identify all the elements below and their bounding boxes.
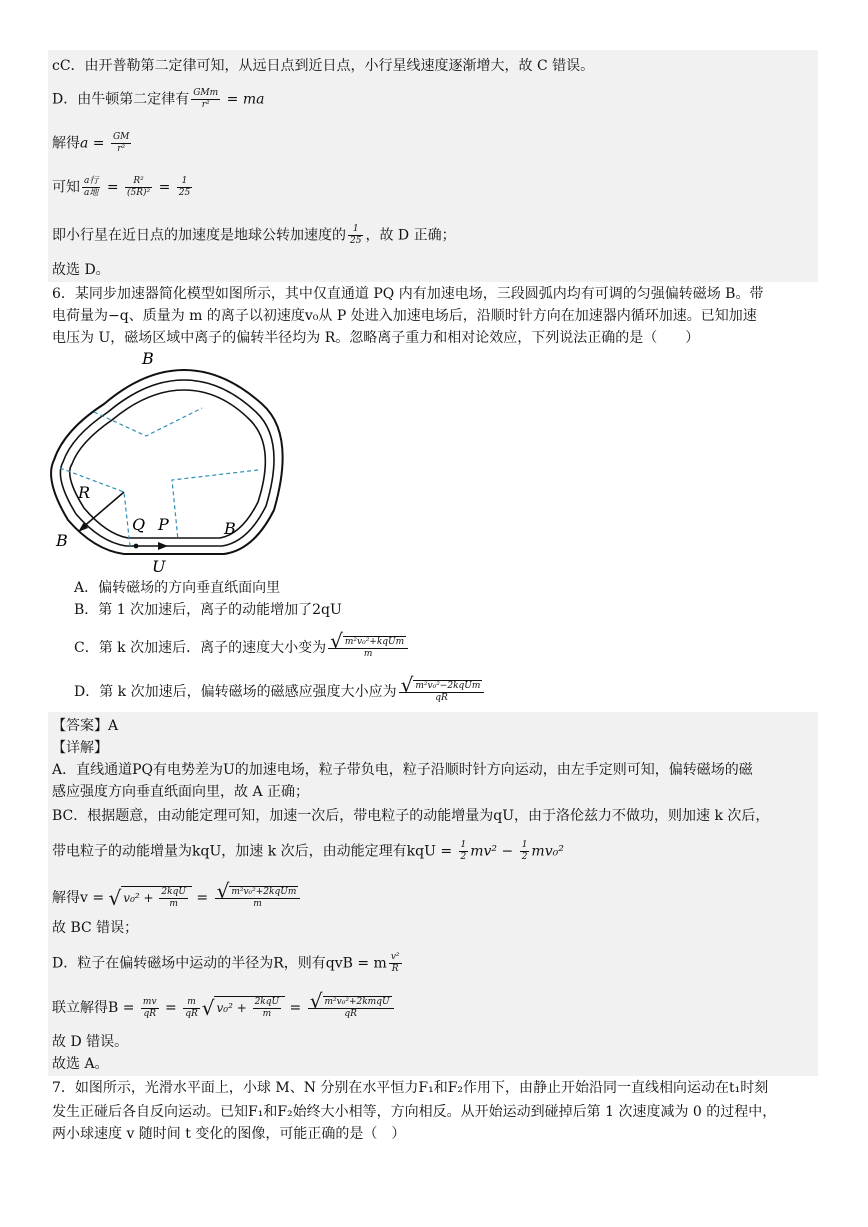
- bc-wrong: 故 BC 错误；: [52, 920, 139, 936]
- text: D．粒子在偏转磁场中运动的半径为R，则有qvB = m: [52, 955, 387, 972]
- explain-d-2: 联立解得B = $\frac{mv}{qR}$ = $\frac{m}{qR}$ √ v₀² + $\frac{\text{2kqU}}{m}$ = $\frac{\text{√ m²v₀²+2kmqU}}{qR}$: [52, 996, 396, 1020]
- text: mv₀²: [531, 843, 564, 860]
- text: 联立解得B =: [52, 1000, 139, 1016]
- label-u: U: [152, 557, 166, 576]
- radicand: m²v₀²−2kqUm: [415, 681, 481, 691]
- radicand: [121, 886, 192, 910]
- explain-bc-1: BC．根据题意，由动能定理可知，加速一次后，带电粒子的动能增量为qU，由于洛伦兹力不做功，则加速 k 次后，: [52, 808, 770, 824]
- fraction: [308, 989, 394, 1020]
- solution-d-solve: [52, 132, 133, 155]
- numerator: GM: [112, 132, 130, 142]
- denominator: r²: [201, 100, 210, 110]
- text: a =: [80, 135, 109, 152]
- text: =: [191, 890, 213, 906]
- numerator: 1: [460, 840, 467, 850]
- solution-c-line: cC．由开普勒第二定律可知，从远日点到近日点，小行星线速度逐渐增大，故 C 错误。: [52, 58, 595, 74]
- text: mv² −: [470, 843, 518, 860]
- numerator: √ m²v₀²+kqUm: [328, 636, 408, 649]
- fraction: [111, 132, 131, 155]
- numerator: mv: [142, 996, 157, 1007]
- fraction: [520, 840, 530, 863]
- point-q: [134, 544, 139, 549]
- solution-d-conclusion: [52, 224, 456, 247]
- fraction: [389, 952, 402, 975]
- fraction: [253, 997, 282, 1020]
- d-wrong: 故 D 错误。: [52, 1034, 129, 1050]
- fraction: [141, 997, 159, 1020]
- direction-arrowhead: [158, 542, 168, 550]
- option-b: B．第 1 次加速后，离子的动能增加了2qU: [74, 602, 342, 618]
- text: D．由牛顿第二定律有: [52, 91, 190, 108]
- radicand: m²v₀²+kqUm: [344, 637, 405, 647]
- q7-line-1: 7．如图所示，光滑水平面上，小球 M、N 分别在水平恒力F₁和F₂作用下，由静止开始沿同一直线相向运动在t₁时刻: [52, 1080, 769, 1096]
- numerator: R²: [125, 176, 152, 188]
- text: 可知: [52, 179, 80, 196]
- denominator: m: [262, 1009, 272, 1019]
- text: 带电粒子的动能增量为kqU，加速 k 次后，由动能定理有kqU =: [52, 843, 457, 860]
- q6-line-2: 电荷量为−q、质量为 m 的离子以初速度v₀从 P 处进入加速电场后，沿顺时针方向在加速器内循环加速。已知加速: [52, 308, 757, 324]
- solution-d-ratio: [52, 176, 194, 199]
- denominator: 25: [178, 188, 191, 198]
- explain-a-2: 感应强度方向垂直纸面向里，故 A 正确；: [52, 784, 310, 800]
- fraction: [183, 997, 200, 1020]
- text: C．第 k 次加速后．离子的速度大小变为: [74, 640, 327, 656]
- numerator: m: [183, 997, 200, 1009]
- denominator: (5R)²: [127, 188, 151, 198]
- label-b-right: B: [224, 519, 236, 538]
- numerator: GMm: [193, 88, 219, 98]
- numerator: √ m²v₀²+2kqUm: [215, 886, 301, 899]
- text: 即小行星在近日点的加速度是地球公转加速度的: [52, 227, 346, 244]
- text: v₀² +: [216, 1001, 251, 1015]
- denominator: qR: [344, 1009, 357, 1019]
- select-a: 故选 A。: [52, 1056, 109, 1072]
- option-a: A．偏转磁场的方向垂直纸面向里: [74, 580, 281, 596]
- explain-d-1: [52, 952, 404, 975]
- denominator: qR: [435, 693, 448, 703]
- text: =: [102, 179, 124, 196]
- fraction: [459, 840, 469, 863]
- text: =: [154, 179, 175, 196]
- radicand: m²v₀²+2kmqU: [324, 997, 390, 1007]
- label-p: P: [158, 515, 169, 534]
- label-b-top: B: [142, 350, 154, 368]
- fraction: [159, 887, 188, 910]
- numerator: v²: [390, 952, 400, 962]
- fraction: [215, 879, 301, 910]
- denominator: qR: [185, 1008, 198, 1019]
- solution-d-newton: [52, 88, 264, 111]
- label-r: R: [78, 483, 91, 502]
- numerator: 1: [521, 840, 528, 850]
- fraction: [328, 629, 408, 660]
- denominator: m: [363, 649, 373, 659]
- radicand: m²v₀²+2kqUm: [231, 887, 297, 897]
- accelerator-diagram: [44, 350, 304, 580]
- denominator: 2: [460, 852, 467, 862]
- denominator: m: [253, 899, 262, 909]
- explain-solve-v: 解得v = √ v₀² + $\frac{\text{2kqU}}{m}$ = $\frac{\text{√ m²v₀²+2kqUm}}{m}$: [52, 886, 302, 910]
- text: 解得v =: [52, 890, 109, 906]
- denominator: qR: [143, 1008, 156, 1019]
- fraction: [82, 176, 100, 199]
- detail-heading: 【详解】: [52, 740, 108, 756]
- q6-line-1: 6．某同步加速器简化模型如图所示，其中仅直通道 PQ 内有加速电场，三段圆弧内均有可调的匀强偏转磁场 B。带: [52, 286, 764, 302]
- numerator: √ m²v₀²+2kmqU: [308, 996, 394, 1009]
- text: D．第 k 次加速后，偏转磁场的磁感应强度大小应为: [74, 684, 397, 700]
- q6-line-3: 电压为 U，磁场区域中离子的偏转半径均为 R。忽略离子重力和相对论效应，下列说法正确的是（ ）: [52, 330, 700, 346]
- numerator: a行: [84, 176, 99, 186]
- select-d: 故选 D。: [52, 262, 110, 278]
- denominator: R: [391, 964, 399, 974]
- q7-line-3: 两小球速度 v 随时间 t 变化的图像，可能正确的是（ ）: [52, 1126, 406, 1142]
- explain-a-1: A．直线通道PQ有电势差为U的加速电场，粒子带负电，粒子沿顺时针方向运动，由左手定则可知，偏转磁场的磁: [52, 762, 753, 778]
- denominator: r²: [117, 144, 126, 154]
- option-c: [74, 629, 410, 660]
- denominator: m: [169, 899, 178, 909]
- label-b-left: B: [56, 531, 68, 550]
- fraction: [191, 88, 220, 111]
- q7-line-2: 发生正碰后各自反向运动。已知F₁和F₂始终大小相等，方向相反。从开始运动到碰掉后第 1 次速度减为 0 的过程中，: [52, 1104, 777, 1120]
- fraction: [348, 224, 363, 247]
- denominator: 25: [350, 236, 362, 246]
- denominator: 2: [521, 852, 528, 862]
- radicand: [214, 996, 285, 1020]
- solution-highlight-top: [48, 50, 818, 282]
- text: =: [160, 1000, 182, 1016]
- text: ，故 D 正确；: [365, 227, 456, 244]
- text: 解得: [52, 135, 80, 152]
- text: = ma: [222, 91, 265, 108]
- numerator: 2kqU: [161, 887, 186, 897]
- numerator: √ m²v₀²−2kqUm: [399, 680, 485, 693]
- text: =: [285, 1000, 306, 1016]
- label-q: Q: [132, 515, 146, 534]
- numerator: 1: [348, 224, 363, 236]
- numerator: 1: [177, 176, 192, 188]
- answer: 【答案】A: [52, 718, 119, 734]
- text: v₀² +: [123, 891, 158, 905]
- denominator: a地: [84, 188, 99, 198]
- explain-bc-2: [52, 840, 564, 863]
- fraction: [399, 673, 485, 704]
- fraction: [125, 176, 152, 199]
- fraction: [177, 176, 192, 199]
- numerator: 2kqU: [254, 997, 280, 1007]
- option-d: [74, 673, 486, 704]
